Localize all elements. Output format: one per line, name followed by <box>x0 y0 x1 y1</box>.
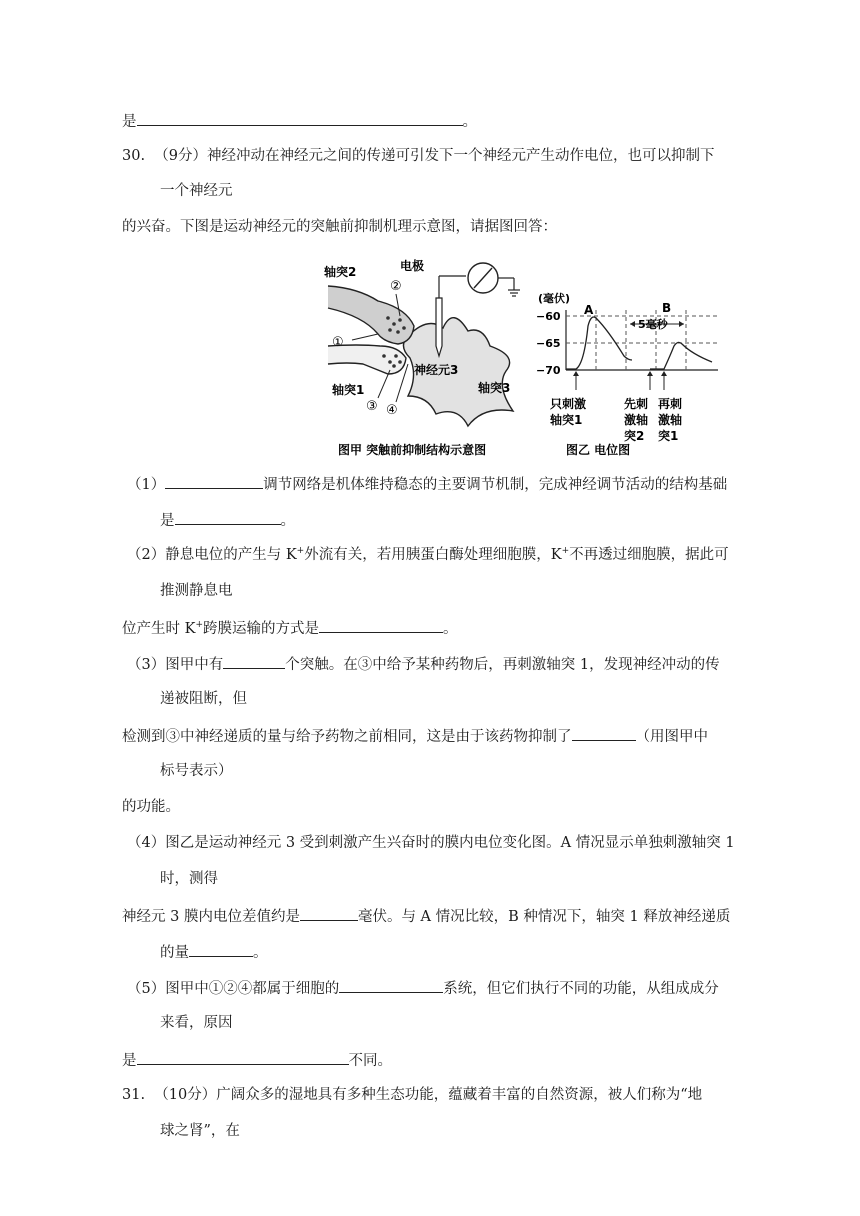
part-4-cont: 时，测得 <box>160 871 218 887</box>
question-31-continuation: 球之肾”，在 <box>160 1123 240 1139</box>
part-4-line3 <box>122 905 730 927</box>
superscript: + <box>561 546 570 557</box>
superscript: + <box>296 546 305 557</box>
question-30-heading: 30. （9分）神经冲动在神经元之间的传递可引发下一个神经元产生动作电位，也可以抑制下 <box>122 148 715 164</box>
synapse-figure <box>318 246 728 462</box>
text: 不再透过细胞膜，据此可 <box>569 547 729 563</box>
tick-65: −65 <box>536 337 561 350</box>
axon3-label: 轴突3 <box>478 381 511 395</box>
electrode-label: 电极 <box>400 259 425 273</box>
figure-a-caption: 图甲 突触前抑制结构示意图 <box>338 443 487 457</box>
text: （1） <box>127 477 166 493</box>
part-4: （4）图乙是运动神经元 3 受到刺激产生兴奋时的膜内电位变化图。A 情况显示单独刺激轴突 1 <box>127 835 735 851</box>
text: 神经元 3 膜内电位差值约是 <box>122 909 300 925</box>
question-31-heading: 31. （10分）广阔众多的湿地具有多种生态功能，蕴藏着丰富的自然资源，被人们称为“地 <box>122 1087 703 1103</box>
label-a-line1: 只刺激 <box>550 397 587 411</box>
marker-2: ② <box>390 279 402 294</box>
part-5-tail <box>122 1049 392 1071</box>
text: 。 <box>253 945 268 961</box>
text: 。 <box>443 621 458 637</box>
marker-1: ① <box>332 335 344 350</box>
answer-blank[interactable] <box>300 905 358 921</box>
text: （5）图甲中①②④都属于细胞的 <box>127 981 340 997</box>
answer-blank[interactable] <box>137 110 463 126</box>
part-2 <box>127 545 729 565</box>
electrode-shape <box>436 298 442 356</box>
label-b1-line3: 突2 <box>624 429 645 443</box>
text: 不同。 <box>348 1053 392 1069</box>
text: （2）静息电位的产生与 K <box>127 547 297 563</box>
answer-blank[interactable] <box>175 509 281 525</box>
label-b2-line3: 突1 <box>658 429 679 443</box>
answer-blank[interactable] <box>319 617 443 633</box>
text: 是 <box>122 1053 137 1069</box>
tick-70: −70 <box>536 364 561 377</box>
text: 个突触。在③中给予某种药物后，再刺激轴突 1，发现神经冲动的传 <box>285 657 720 673</box>
text: 是 <box>160 513 175 529</box>
answer-blank[interactable] <box>189 941 253 957</box>
answer-blank[interactable] <box>165 473 263 489</box>
question-30-intro: 的兴奋。下图是运动神经元的突触前抑制机理示意图，请据图回答： <box>122 219 557 235</box>
label-b1-line1: 先刺 <box>624 397 649 411</box>
marker-4: ④ <box>386 403 398 418</box>
text: 跨膜运输的方式是 <box>203 621 319 637</box>
part-3-cont2: 标号表示） <box>160 763 233 779</box>
text: 调节网络是机体维持稳态的主要调节机制，完成神经调节活动的结构基础 <box>263 477 728 493</box>
text: 。 <box>462 114 477 130</box>
part-1 <box>127 473 727 495</box>
figure-b-caption: 图乙 电位图 <box>566 443 631 457</box>
label-a-line2: 轴突1 <box>550 413 583 427</box>
text: 是 <box>122 114 137 130</box>
answer-line-prev <box>122 110 477 132</box>
part-4-cont2 <box>160 941 268 963</box>
text: 毫伏。与 A 情况比较，B 种情况下，轴突 1 释放神经递质 <box>357 909 731 925</box>
marker-3: ③ <box>366 399 378 414</box>
part-3-cont: 递被阻断，但 <box>160 691 247 707</box>
question-30-continuation: 一个神经元 <box>160 183 233 199</box>
part-3-tail: 的功能。 <box>122 799 180 815</box>
text: 检测到③中神经递质的量与给予药物之前相同，这是由于该药物抑制了 <box>122 729 572 745</box>
text: 。 <box>280 513 295 529</box>
text: （3）图甲中有 <box>127 657 224 673</box>
axon2-label: 轴突2 <box>324 265 357 279</box>
superscript: + <box>195 620 203 631</box>
peak-a-label: A <box>584 303 594 317</box>
part-2-tail <box>122 617 458 639</box>
text: 位产生时 K <box>122 621 196 637</box>
trace-b <box>650 342 712 369</box>
label-b1-line2: 激轴 <box>624 413 649 427</box>
part-1-cont <box>160 509 295 531</box>
text: 外流有关，若用胰蛋白酶处理细胞膜，K <box>304 547 562 563</box>
interval-label: 5毫秒 <box>638 318 668 331</box>
text: （用图甲中 <box>635 729 708 745</box>
answer-blank[interactable] <box>572 725 636 741</box>
answer-blank[interactable] <box>137 1049 349 1065</box>
label-b2-line1: 再刺 <box>658 397 683 411</box>
part-5 <box>127 977 719 999</box>
part-3 <box>127 653 720 675</box>
part-5-cont: 来看，原因 <box>160 1015 233 1031</box>
text: 的量 <box>160 945 189 961</box>
unit-label: (毫伏) <box>538 292 571 305</box>
peak-b-label: B <box>662 301 672 315</box>
tick-60: −60 <box>536 310 561 323</box>
text: 系统，但它们执行不同的功能，从组成成分 <box>443 981 719 997</box>
part-3-line3 <box>122 725 708 747</box>
axon1-label: 轴突1 <box>332 383 365 397</box>
answer-blank[interactable] <box>339 977 443 993</box>
neuron3-label: 神经元3 <box>414 363 459 377</box>
label-b2-line2: 激轴 <box>658 413 683 427</box>
part-2-cont: 推测静息电 <box>160 583 233 599</box>
answer-blank[interactable] <box>223 653 285 669</box>
